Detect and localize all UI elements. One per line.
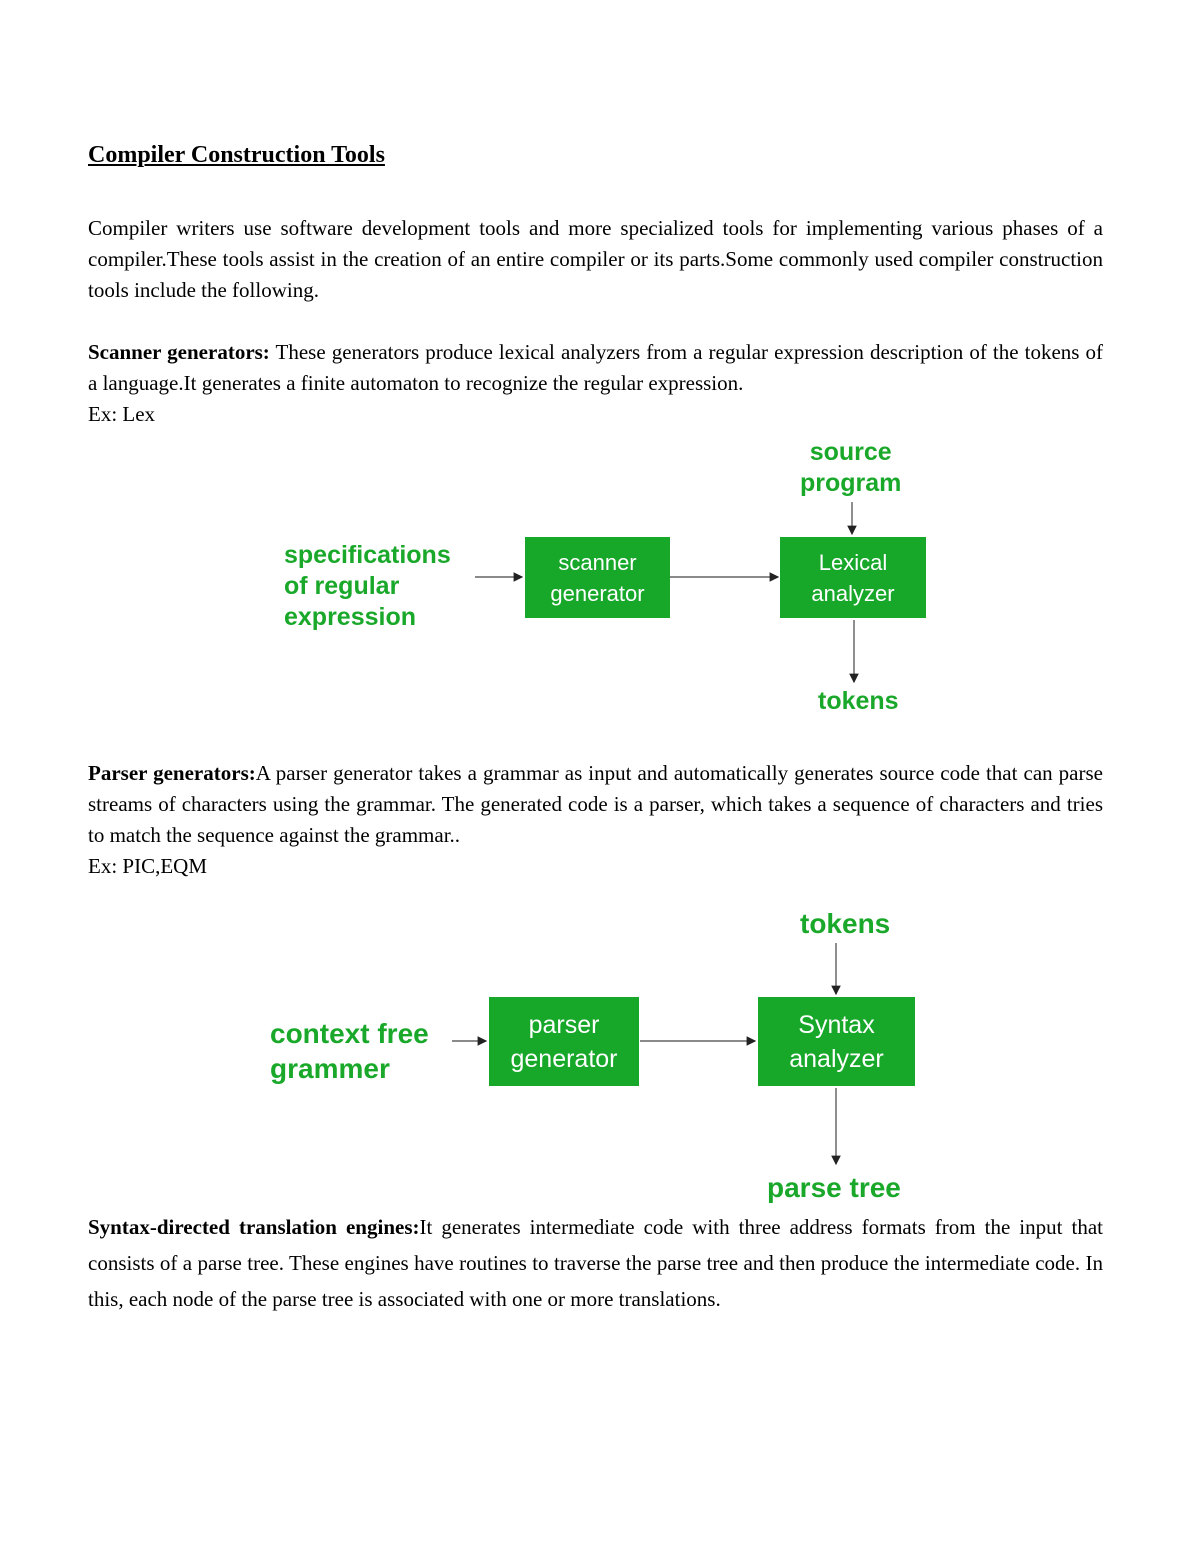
grammar-input-label: context free grammer [270, 1018, 429, 1084]
syntax-analyzer-box: Syntax analyzer [758, 997, 915, 1086]
tokens-output-label: tokens [818, 687, 899, 715]
lexical-analyzer-box: Lexical analyzer [780, 537, 926, 618]
parser-heading: Parser generators: [88, 761, 256, 785]
scanner-example: Ex: Lex [88, 402, 156, 426]
page-title: Compiler Construction Tools [88, 142, 385, 168]
intro-paragraph: Compiler writers use software development tools and more specialized tools for implementing various phases of a compiler.These tools assist in the creation of an entire compiler or its parts.Some commonly used compiler construction tools include the following. [88, 216, 1103, 302]
parse-tree-label: parse tree [767, 1172, 901, 1203]
scanner-input-label: specifications of regular expression [284, 541, 451, 631]
source-program-label: source program [800, 438, 902, 497]
scanner-text: These generators produce lexical analyzers from a regular expression description of the tokens of a language.It generates a finite automaton to recognize the regular expression. [88, 340, 1103, 395]
sdt-text: It generates intermediate code with three address formats from the input that consists of a parse tree. These engines have routines to traverse the parse tree and then produce the intermediate code. In this, each node of the parse tree is associated with one or more translations. [88, 1215, 1103, 1311]
sdt-heading: Syntax-directed translation engines: [88, 1215, 420, 1239]
parser-generator-box: parser generator [489, 997, 639, 1086]
parser-example: Ex: PIC,EQM [88, 854, 208, 878]
scanner-heading: Scanner generators: [88, 340, 270, 364]
parser-text: A parser generator takes a grammar as input and automatically generates source code that can parse streams of characters using the grammar. The generated code is a parser, which takes a sequence of characters and tries to match the sequence against the grammar.. [88, 761, 1103, 847]
sdt-paragraph [88, 1209, 1103, 1317]
scanner-generator-box: scanner generator [525, 537, 670, 618]
tokens-input-label: tokens [800, 908, 891, 939]
